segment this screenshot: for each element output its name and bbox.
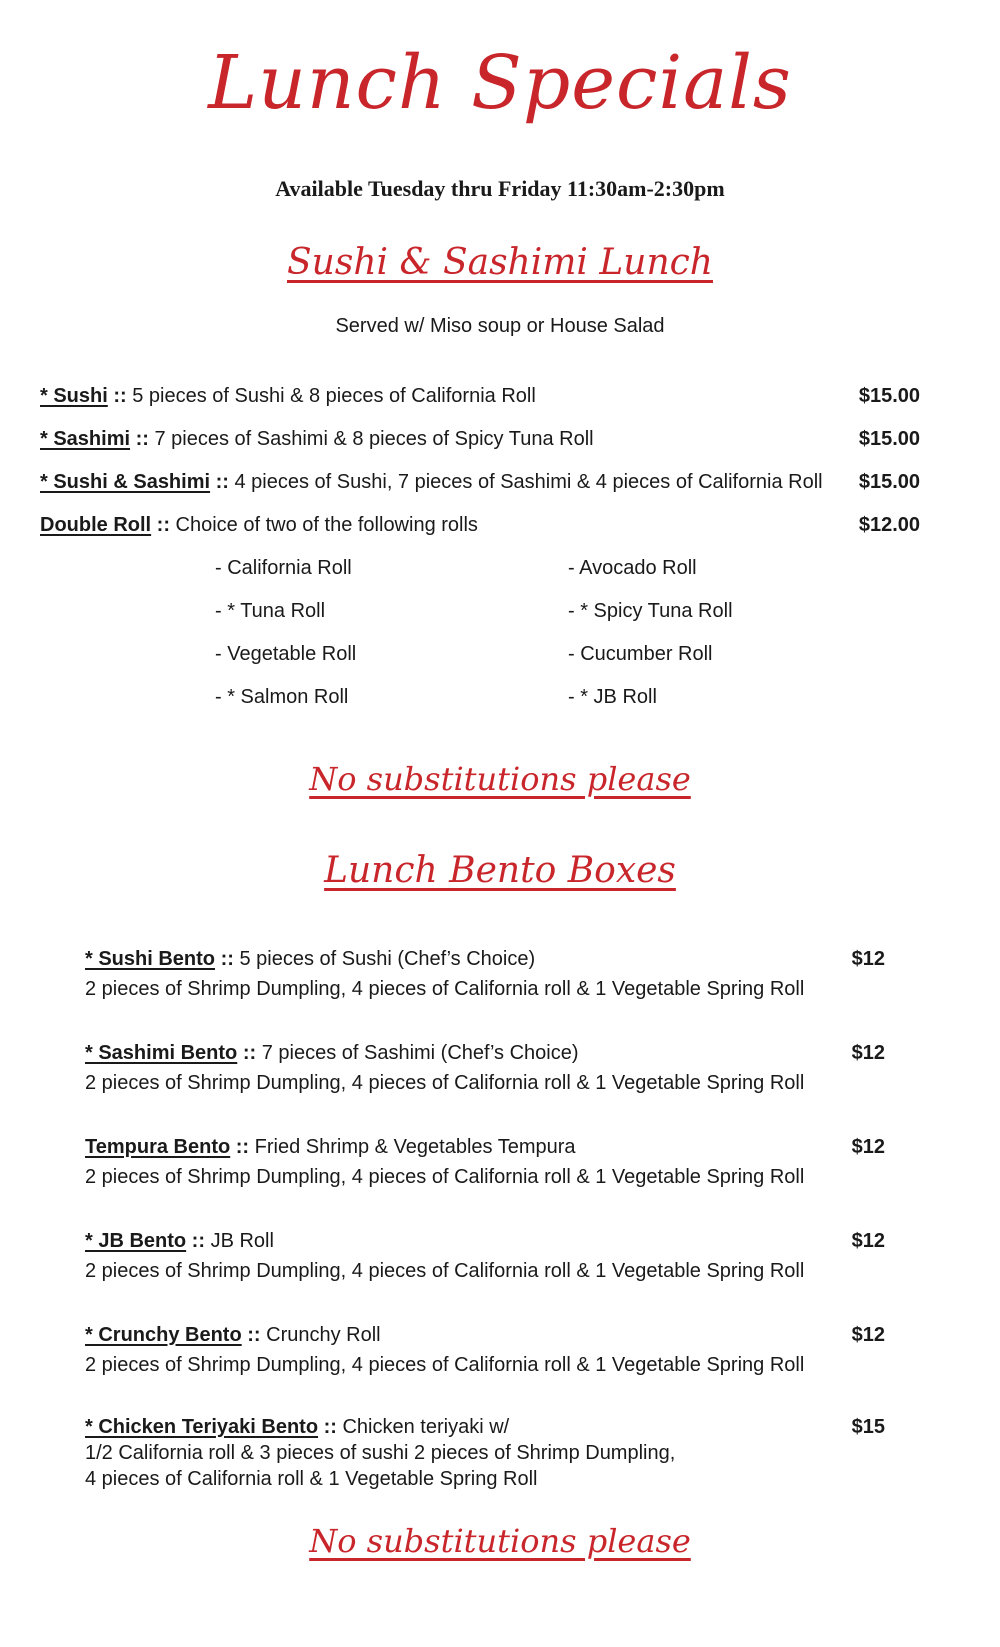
item-separator: :: — [210, 471, 235, 493]
item-description: Crunchy Roll — [266, 1324, 381, 1346]
item-separator: :: — [151, 514, 176, 536]
item-price: $12 — [851, 1042, 885, 1064]
item-price: $12 — [851, 1324, 885, 1346]
item-name: * Sashimi Bento — [85, 1042, 238, 1064]
item-separator: :: — [107, 385, 133, 407]
item-price: $12 — [851, 1136, 885, 1158]
menu-item — [40, 385, 920, 408]
item-description: JB Roll — [210, 1230, 274, 1252]
bento-section-heading: Lunch Bento Boxes — [324, 850, 676, 891]
roll-choice: - * JB Roll — [568, 686, 657, 708]
item-name: * Crunchy Bento — [85, 1324, 242, 1346]
item-description: Fried Shrimp & Vegetables Tempura — [254, 1136, 576, 1158]
item-detail: 2 pieces of Shrimp Dumpling, 4 pieces of California roll & 1 Vegetable Spring Roll — [85, 1260, 805, 1282]
roll-choice: - Vegetable Roll — [215, 643, 357, 665]
bento-item — [85, 1038, 885, 1098]
menu-item — [40, 471, 920, 494]
bento-item — [85, 1132, 885, 1192]
item-description: 7 pieces of Sashimi (Chef’s Choice) — [261, 1042, 579, 1064]
item-name: Tempura Bento — [85, 1136, 231, 1158]
item-description: Choice of two of the following rolls — [175, 514, 478, 536]
item-separator: :: — [318, 1416, 343, 1438]
item-description: 5 pieces of Sushi & 8 pieces of California Roll — [132, 385, 536, 407]
sushi-section-heading: Sushi & Sashimi Lunch — [287, 242, 713, 283]
item-detail: 1/2 California roll & 3 pieces of sushi 2 pieces of Shrimp Dumpling, — [85, 1442, 676, 1464]
availability-note: Available Tuesday thru Friday 11:30am-2:30pm — [275, 176, 725, 201]
roll-choice: - * Spicy Tuna Roll — [568, 600, 733, 622]
page-title: Lunch Specials — [208, 40, 792, 126]
item-detail: 2 pieces of Shrimp Dumpling, 4 pieces of California roll & 1 Vegetable Spring Roll — [85, 1072, 805, 1094]
item-name: * Chicken Teriyaki Bento — [85, 1416, 319, 1438]
item-price: $12 — [851, 948, 885, 970]
item-price: $15.00 — [858, 428, 920, 450]
item-detail: 2 pieces of Shrimp Dumpling, 4 pieces of California roll & 1 Vegetable Spring Roll — [85, 1354, 805, 1376]
menu-item — [40, 514, 920, 537]
item-price: $12.00 — [858, 514, 920, 536]
item-price: $12 — [851, 1230, 885, 1252]
item-description: Chicken teriyaki w/ — [342, 1416, 510, 1438]
item-separator: :: — [186, 1230, 211, 1252]
bento-item — [85, 944, 885, 1004]
roll-choice: - * Salmon Roll — [215, 686, 349, 708]
item-name: * Sushi Bento — [85, 948, 216, 970]
bento-item — [85, 1226, 885, 1286]
item-name: * Sushi & Sashimi — [40, 471, 211, 493]
item-name: Double Roll — [40, 514, 152, 536]
item-name: * Sushi — [40, 385, 108, 407]
served-note: Served w/ Miso soup or House Salad — [335, 315, 665, 337]
roll-choice: - California Roll — [215, 557, 352, 579]
item-name: * Sashimi — [40, 428, 131, 450]
item-name: * JB Bento — [85, 1230, 187, 1252]
item-separator: :: — [215, 948, 240, 970]
bento-item — [85, 1414, 885, 1492]
no-substitutions-note: No substitutions please — [309, 760, 691, 798]
item-description: 7 pieces of Sashimi & 8 pieces of Spicy Tuna Roll — [154, 428, 594, 450]
item-description: 4 pieces of Sushi, 7 pieces of Sashimi & 4 pieces of California Roll — [234, 471, 823, 493]
item-detail: 4 pieces of California roll & 1 Vegetable Spring Roll — [85, 1468, 538, 1490]
no-substitutions-note: No substitutions please — [309, 1522, 691, 1560]
item-separator: :: — [130, 428, 155, 450]
item-price: $15.00 — [858, 385, 920, 407]
item-separator: :: — [237, 1042, 262, 1064]
item-detail: 2 pieces of Shrimp Dumpling, 4 pieces of California roll & 1 Vegetable Spring Roll — [85, 978, 805, 1000]
item-price: $15 — [851, 1416, 885, 1438]
roll-choice: - * Tuna Roll — [215, 600, 326, 622]
item-price: $15.00 — [858, 471, 920, 493]
item-description: 5 pieces of Sushi (Chef’s Choice) — [239, 948, 536, 970]
bento-item — [85, 1320, 885, 1380]
menu-item — [40, 428, 920, 451]
roll-choice: - Avocado Roll — [568, 557, 697, 579]
item-separator: :: — [241, 1324, 267, 1346]
item-separator: :: — [230, 1136, 255, 1158]
roll-choice: - Cucumber Roll — [568, 643, 713, 665]
item-detail: 2 pieces of Shrimp Dumpling, 4 pieces of California roll & 1 Vegetable Spring Roll — [85, 1166, 805, 1188]
